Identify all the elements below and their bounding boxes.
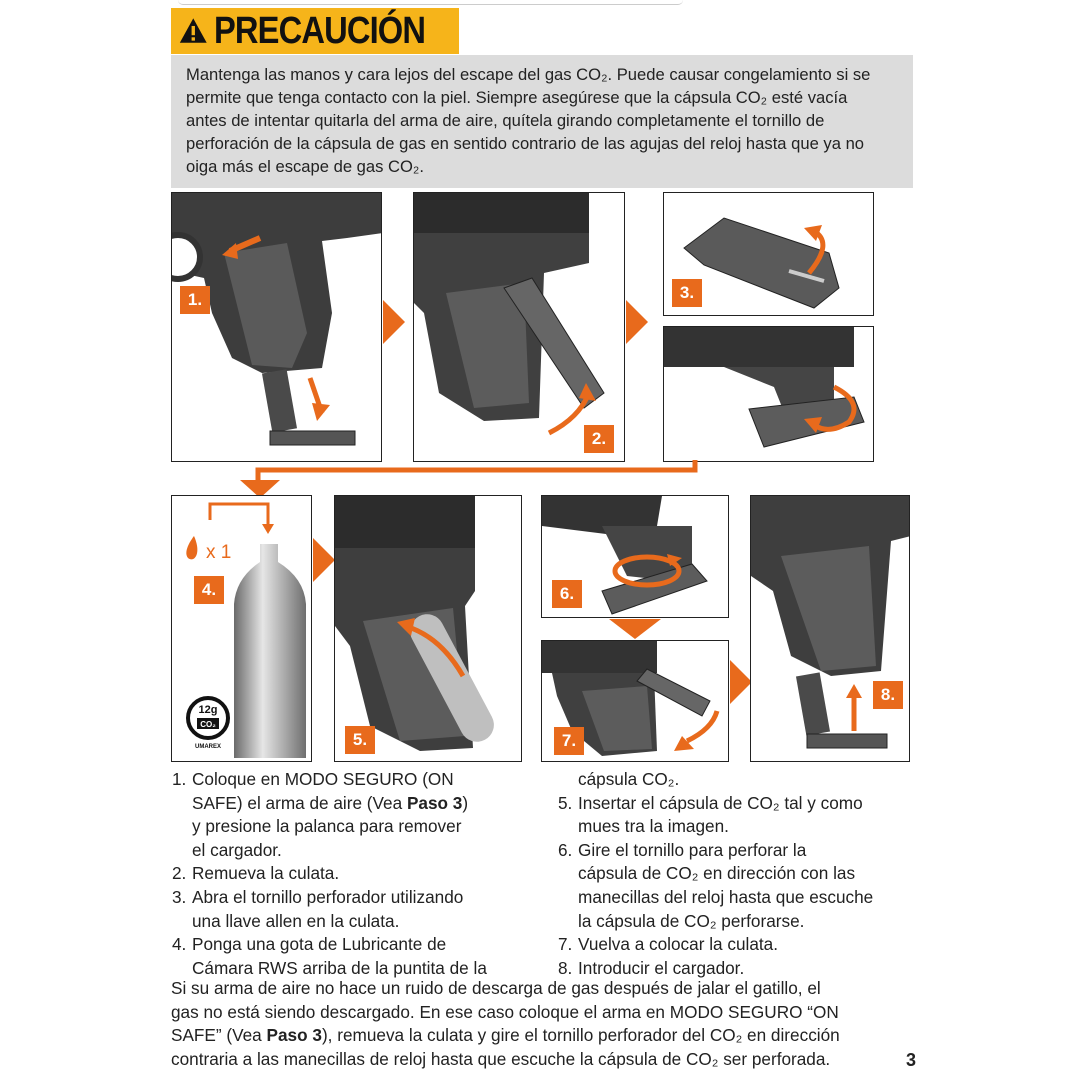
flow-arrow-down-icon — [609, 619, 661, 639]
step-line: Remueva la culata. — [192, 863, 340, 884]
warning-line: oiga más el escape de gas CO₂. — [186, 157, 424, 176]
flow-arrow-right-icon — [313, 538, 335, 582]
page-number: 3 — [906, 1050, 917, 1070]
step-badge: 1. — [180, 286, 210, 314]
step-number: 6. — [558, 839, 573, 860]
step-line: Introducir el cargador. — [578, 957, 745, 978]
step-number: 5. — [558, 792, 573, 813]
step-7-image — [541, 640, 729, 762]
warning-line: antes de intentar quitarla del arma de aire, quítela girando completamente el tornillo de — [186, 111, 825, 130]
step-number: 3. — [172, 886, 187, 907]
pistol-grip-drawing — [751, 496, 910, 762]
warning-line: perforación de la cápsula de gas en sentido contrario de las agujas del reloj hasta que ya no — [186, 134, 865, 153]
step-line: Vuelva a colocar la culata. — [578, 934, 778, 955]
flow-connector — [240, 460, 700, 500]
footer-line: Si su arma de aire no hace un ruido de descarga de gas después de jalar el gatillo, el — [171, 978, 821, 998]
list-item — [172, 886, 542, 933]
step-line: cápsula CO₂. — [578, 769, 680, 789]
step-3b-image — [663, 326, 874, 462]
steps-left — [172, 768, 542, 980]
step-line: Insertar el cápsula de CO₂ tal y como — [578, 792, 863, 813]
flow-arrow-right-icon — [383, 300, 405, 344]
caution-banner — [171, 8, 459, 54]
step-1-image — [171, 192, 382, 462]
warning-line: permite que tenga contacto con la piel. Siempre asegúrese que la cápsula CO₂ esté vacía — [186, 88, 848, 107]
step-number: 1. — [172, 769, 187, 789]
step-4-image — [171, 495, 312, 762]
flow-arrow-right-icon — [626, 300, 648, 344]
step-line: SAFE) el arma de aire (Vea Paso 3) — [192, 792, 469, 813]
step-line: manecillas del reloj hasta que escuche — [578, 886, 874, 907]
step-3-image — [663, 192, 874, 316]
list-item — [558, 768, 913, 792]
step-badge: 6. — [552, 580, 582, 608]
step-line: Ponga una gota de Lubricante de — [192, 934, 447, 955]
list-item — [172, 933, 542, 980]
step-badge: 8. — [873, 681, 903, 709]
top-rule — [178, 0, 683, 5]
step-line: Cámara RWS arriba de la puntita de la — [192, 957, 487, 978]
step-8-image — [750, 495, 910, 762]
footer-line: SAFE” (Vea Paso 3), remueva la culata y gire el tornillo perforador del CO₂ en dirección — [171, 1025, 840, 1046]
step-number: 4. — [172, 934, 187, 955]
step-badge: 7. — [554, 727, 584, 755]
step-number: 7. — [558, 934, 573, 955]
steps-right — [558, 768, 913, 980]
step-badge: 3. — [672, 279, 702, 307]
step-line: Coloque en MODO SEGURO (ON — [192, 769, 454, 789]
step-line: mues tra la imagen. — [578, 816, 729, 837]
step-number: 8. — [558, 957, 573, 978]
capsule-gas: CO₂ — [200, 720, 216, 729]
list-item — [558, 933, 913, 957]
warning-box — [171, 55, 913, 188]
step-2-image — [413, 192, 625, 462]
footer-line: gas no está siendo descargado. En ese caso coloque el arma en MODO SEGURO “ON — [171, 1001, 839, 1022]
caution-title: PRECAUCIÓN — [213, 9, 425, 52]
capsule-brand: UMAREX — [194, 744, 222, 750]
co2-capsule-drawing — [172, 496, 312, 762]
list-item — [172, 768, 542, 862]
step-line: la cápsula de CO₂ perforarse. — [578, 910, 805, 931]
step-line: cápsula de CO₂ en dirección con las — [578, 863, 856, 884]
pistol-grip-drawing — [414, 193, 625, 462]
pistol-grip-drawing — [664, 327, 874, 462]
warning-icon — [179, 14, 208, 48]
step-line: una llave allen en la culata. — [192, 910, 400, 931]
capsule-weight: 12g — [198, 704, 218, 716]
lubricant-count: x 1 — [206, 542, 232, 563]
step-line: y presione la palanca para remover — [192, 816, 462, 837]
step-number: 2. — [172, 863, 187, 884]
step-line: Abra el tornillo perforador utilizando — [192, 886, 464, 907]
step-line: el cargador. — [192, 839, 282, 860]
list-item — [558, 839, 913, 933]
step-badge: 2. — [584, 425, 614, 453]
list-item — [558, 792, 913, 839]
step-6-image — [541, 495, 729, 618]
footer-line: contraria a las manecillas de reloj hasta que escuche la cápsula de CO₂ ser perforada. — [171, 1048, 831, 1069]
warning-line: Mantenga las manos y cara lejos del escape del gas CO₂. Puede causar congelamiento si se — [186, 65, 871, 84]
pistol-grip-drawing — [335, 496, 522, 762]
list-item — [172, 862, 542, 886]
footer-note — [171, 977, 911, 1071]
step-badge: 5. — [345, 726, 375, 754]
step-badge: 4. — [194, 576, 224, 604]
step-line: Gire el tornillo para perforar la — [578, 839, 807, 860]
step-5-image — [334, 495, 522, 762]
pistol-grip-drawing — [172, 193, 382, 462]
flow-arrow-right-icon — [730, 660, 752, 704]
